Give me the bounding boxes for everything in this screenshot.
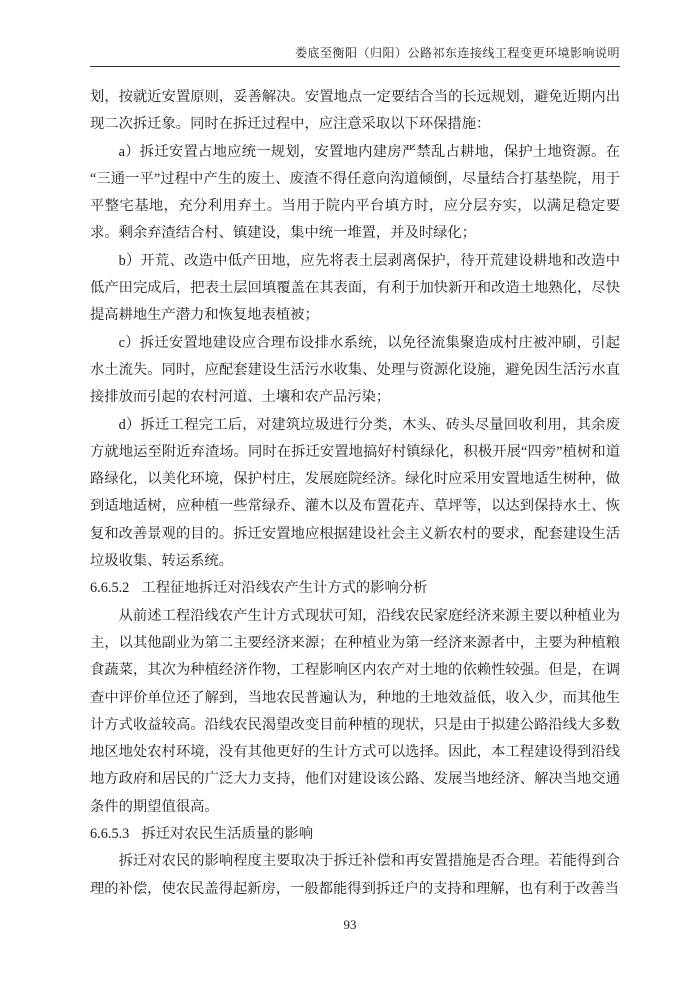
section-heading-6-6-5-3: [90, 821, 620, 848]
paragraph-item-b: b）开荒、改造中低产田地，应先将表土层剥离保护，待开荒建设耕地和改造中低产田完成后，把表土层回填覆盖在其表面，有利于加快新开和改造土地熟化，尽快提高耕地生产潜力和恢复地表植被；: [90, 252, 620, 324]
paragraph-item-d: d）拆迁工程完工后，对建筑垃圾进行分类，木头、砖头尽量回收利用，其余废方就地运至附近弃渣场。同时在拆迁安置地搞好村镇绿化，积极开展“四旁”植树和道路绿化，以美化环境，保护村庄，发展庭院经济。绿化时应采用安置地适生树种，做到适地适树，应种植一些常绿乔、灌木以及布置花卉、草坪等，以达到保持水土、恢复和改善景观的目的。拆迁安置地应根据建设社会主义新农村的要求，配套建设生活垃圾收集、转运系统。: [90, 416, 620, 570]
section-title: 拆迁对农民生活质量的影响: [141, 826, 314, 843]
paragraph-item-c: c）拆迁安置地建设应合理布设排水系统，以免径流集聚造成村庄被冲刷，引起水土流失。同时，应配套建设生活污水收集、处理与资源化设施，避免因生活污水直接排放而引起的农村河道、土壤和农产品污染；: [90, 334, 620, 406]
paragraph-continuation: 划，按就近安置原则，妥善解决。安置地点一定要结合当的长远规划，避免近期内出现二次拆迁象。同时在拆迁过程中，应注意采取以下环保措施：: [90, 89, 620, 133]
section-heading-6-6-5-2: [90, 575, 620, 602]
paragraph-livelihood-analysis: 从前述工程沿线农产生计方式现状可知，沿线农民家庭经济来源主要以种植业为主，以其他副业为第二主要经济来源；在种植业为第一经济来源者中，主要为种植粮食蔬菜，其次为种植经济作物，工程影响区内农产对土地的依赖性较强。但是，在调查中评价单位还了解到，当地农民普遍认为，种地的土地效益低，收入少，而其他生计方式收益较高。沿线农民渴望改变目前种植的现状，只是由于拟建公路沿线大多数地区地处农村环境，没有其他更好的生计方式可以选择。因此，本工程建设得到沿线地方政府和居民的广泛大力支持，他们对建设该公路、发展当地经济、解决当地交通条件的期望值很高。: [90, 607, 620, 815]
page-header: [90, 44, 620, 67]
paragraph-life-quality: 拆迁对农民的影响程度主要取决于拆迁补偿和再安置措施是否合理。若能得到合理的补偿，使农民盖得起新房，一般都能得到拆迁户的支持和理解，也有利于改善当: [90, 853, 620, 897]
page-number: 93: [343, 917, 357, 932]
section-title: 工程征地拆迁对沿线农产生计方式的影响分析: [141, 580, 428, 597]
running-header-title: 娄底至衡阳（归阳）公路祁东连接线工程变更环境影响说明: [294, 46, 620, 60]
section-number: 6.6.5.3: [90, 826, 130, 843]
document-body: [90, 84, 620, 903]
paragraph-item-a: a）拆迁安置占地应统一规划，安置地内建房严禁乱占耕地，保护土地资源。在“三通一平”过程中产生的废土、废渣不得任意向沟道倾倒，尽量结合打基垫院，用于平整宅基地，充分利用弃土。当用于院内平台填方时，应分层夯实，以满足稳定要求。剩余弃渣结合村、镇建设，集中统一堆置，并及时绿化；: [90, 143, 620, 242]
header-divider: [90, 66, 620, 67]
section-number: 6.6.5.2: [90, 580, 130, 597]
page-footer: [0, 916, 700, 934]
